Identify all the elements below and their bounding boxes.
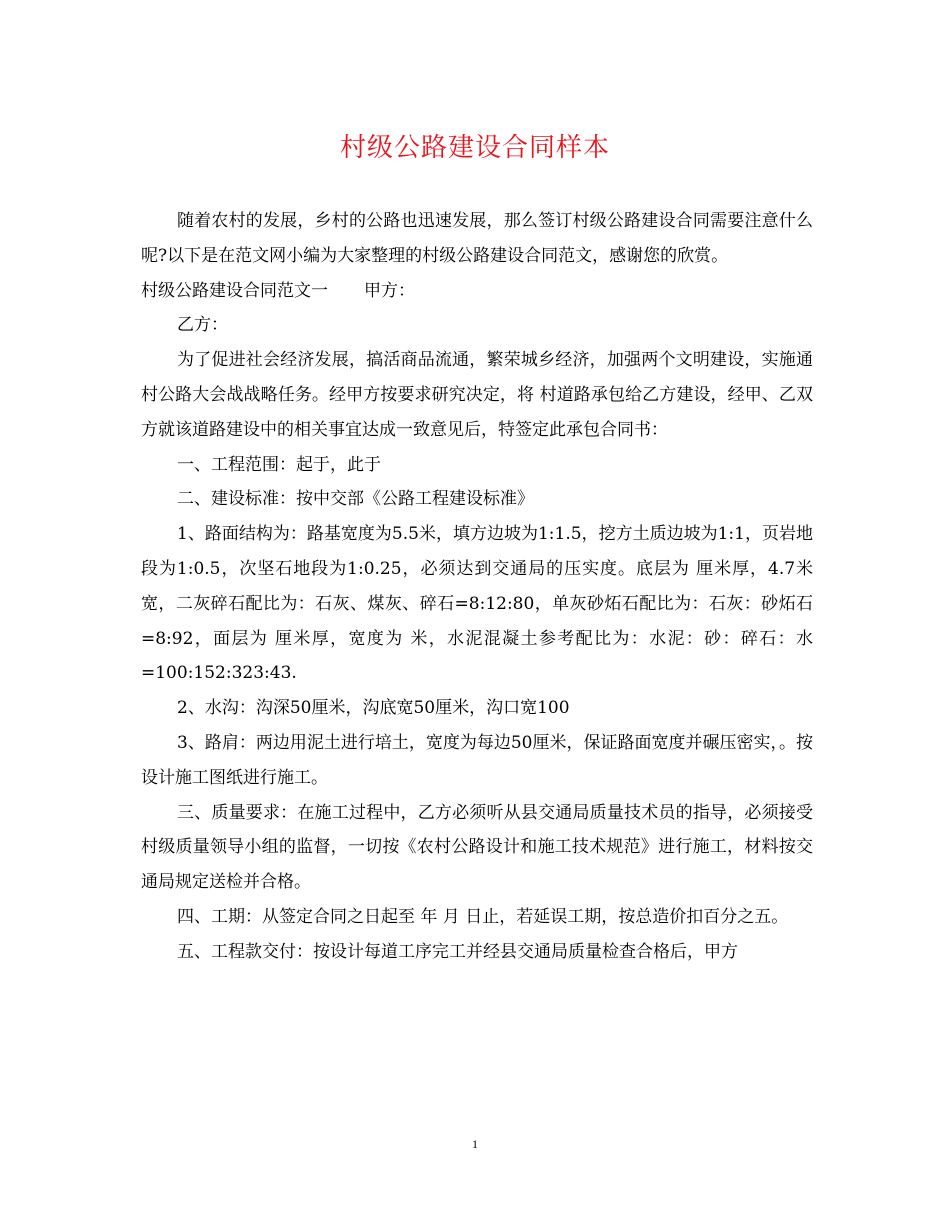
- clause-schedule: 四、工期：从签定合同之日起至 年 月 日止，若延误工期，按总造价扣百分之五。: [177, 906, 789, 927]
- clause-quality: 三、质量要求：在施工过程中，乙方必须听从县交通局质量技术员的指导，必须接受村级质量领导小组的监督，一切按《农村公路设计和施工技术规范》进行施工，材料按交通局规定送检并合格。: [141, 802, 813, 893]
- sample-heading: 村级公路建设合同范文一: [141, 280, 328, 301]
- clause-standard: 二、建设标准：按中交部《公路工程建设标准》: [177, 489, 534, 510]
- document-title: 村级公路建设合同样本: [339, 133, 610, 163]
- preamble-paragraph: 为了促进社会经济发展，搞活商品流通，繁荣城乡经济，加强两个文明建设，实施通村公路大会战战略任务。经甲方按要求研究决定，将 村道路承包给乙方建设，经甲、乙双方就该道路建设中的相关事宜达成一致意见后，特签定此承包合同书：: [141, 350, 813, 440]
- party-b-label: 乙方：: [177, 315, 228, 336]
- document-body: [141, 204, 813, 970]
- item-pavement: 1、路面结构为：路基宽度为5.5米，填方边坡为1:1.5，挖方土质边坡为1:1，页岩地段为1:0.5，次坚石地段为1:0.25，必须达到交通局的压实度。底层为 厘米厚，4.7米宽，二灰碎石配比为：石灰、煤灰、碎石=8:12:80，单灰砂炻石配比为：石灰：砂炻石=8:92，面层为 厘米厚，宽度为 米，水泥混凝土参考配比为：水泥：砂：碎石：水=100:152:323:43.: [141, 524, 813, 684]
- item-ditch: 2、水沟：沟深50厘米，沟底宽50厘米，沟口宽100: [177, 698, 570, 719]
- intro-paragraph: 随着农村的发展，乡村的公路也迅速发展，那么签订村级公路建设合同需要注意什么呢?以下是在范文网小编为大家整理的村级公路建设合同范文，感谢您的欣赏。: [141, 211, 813, 266]
- item-shoulder: 3、路肩：两边用泥土进行培土，宽度为每边50厘米，保证路面宽度并碾压密实，。按设计施工图纸进行施工。: [141, 732, 813, 788]
- clause-payment: 五、工程款交付：按设计每道工序完工并经县交通局质量检查合格后，甲方: [177, 941, 738, 962]
- page-number: 1: [472, 1137, 478, 1151]
- sample-heading-line: [141, 274, 813, 309]
- clause-scope: 一、工程范围：起于，此于: [177, 454, 381, 475]
- party-a-label: 甲方：: [364, 280, 415, 301]
